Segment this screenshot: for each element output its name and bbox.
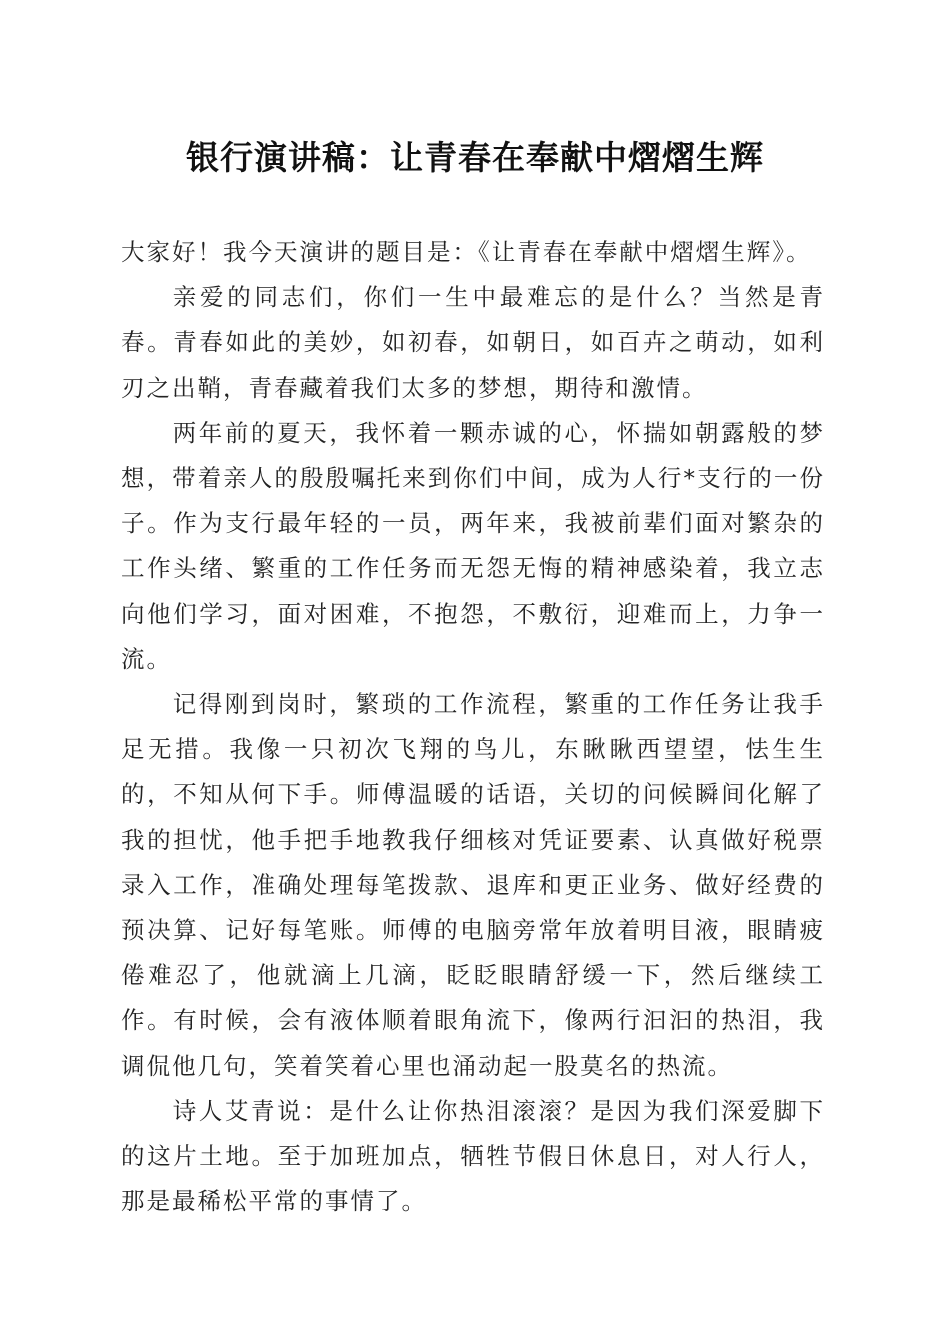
document-title: 银行演讲稿：让青春在奉献中熠熠生辉 [186, 138, 764, 177]
paragraph-two-years-ago: 两年前的夏天，我怀着一颗赤诚的心，怀揣如朝露般的梦想，带着亲人的殷殷嘱托来到你们中间，成为人行*支行的一份子。作为支行最年轻的一员，两年来，我被前辈们面对繁杂的工作头绪、繁重的工作任务而无怨无悔的精神感染着，我立志向他们学习，面对困难，不抱怨，不敷衍，迎难而上，力争一流。 [121, 418, 825, 673]
paragraph-poet-quote: 诗人艾青说：是什么让你热泪滚滚？是因为我们深爱脚下的这片土地。至于加班加点，牺牲节假日休息日，对人行人，那是最稀松平常的事情了。 [121, 1096, 825, 1216]
document-body [121, 230, 825, 1224]
paragraph-youth: 亲爱的同志们，你们一生中最难忘的是什么？当然是青春。青春如此的美妙，如初春，如朝日，如百卉之萌动，如利刃之出鞘，青春藏着我们太多的梦想，期待和激情。 [121, 283, 825, 402]
paragraph-first-days: 记得刚到岗时，繁琐的工作流程，繁重的工作任务让我手足无措。我像一只初次飞翔的鸟儿，东瞅瞅西望望，怯生生的，不知从何下手。师傅温暖的话语，关切的问候瞬间化解了我的担忧，他手把手地教我仔细核对凭证要素、认真做好税票录入工作，准确处理每笔拨款、退库和更正业务、做好经费的预决算、记好每笔账。师傅的电脑旁常年放着明目液，眼睛疲倦难忍了，他就滴上几滴，眨眨眼睛舒缓一下，然后继续工作。有时候，会有液体顺着眼角流下，像两行汩汩的热泪，我调侃他几句，笑着笑着心里也涌动起一股莫名的热流。 [121, 690, 825, 1080]
paragraph-greeting: 大家好！我今天演讲的题目是：《让青春在奉献中熠熠生辉》。 [121, 238, 812, 266]
